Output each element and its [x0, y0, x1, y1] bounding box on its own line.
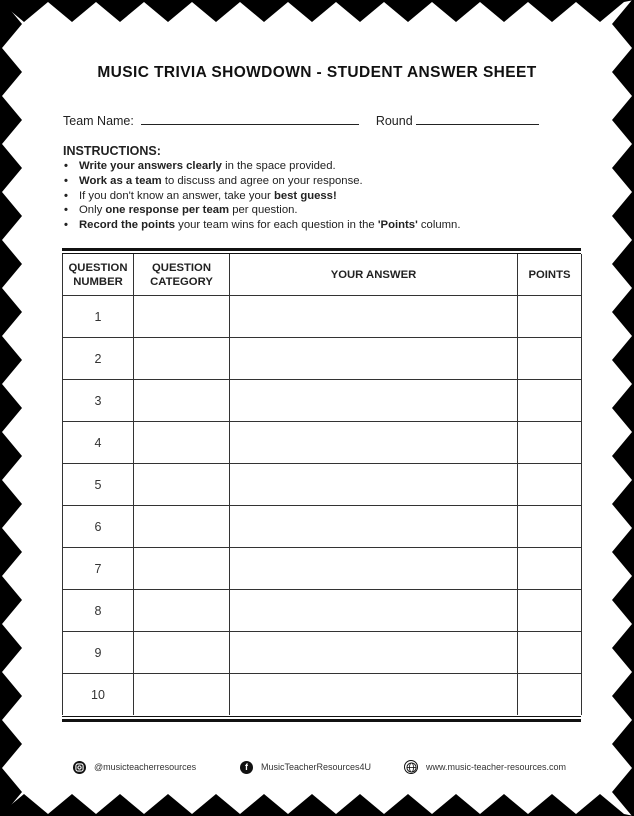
- header-points: POINTS: [518, 254, 582, 296]
- table-bottom-rule: [62, 719, 581, 722]
- question-category-cell[interactable]: [134, 338, 230, 380]
- team-info-row: [63, 112, 539, 128]
- answer-cell[interactable]: [230, 674, 518, 716]
- table-row: [63, 590, 582, 632]
- question-number-cell: 9: [63, 632, 134, 674]
- points-cell[interactable]: [518, 674, 582, 716]
- instruction-text: Only: [79, 204, 106, 217]
- question-category-cell[interactable]: [134, 296, 230, 338]
- facebook-icon: f: [240, 761, 253, 774]
- points-cell[interactable]: [518, 590, 582, 632]
- question-number-cell: 5: [63, 464, 134, 506]
- website-url: www.music-teacher-resources.com: [426, 762, 567, 772]
- question-category-cell[interactable]: [134, 464, 230, 506]
- instruction-item: [63, 203, 583, 218]
- question-number-cell: 3: [63, 380, 134, 422]
- question-category-cell[interactable]: [134, 590, 230, 632]
- answer-sheet: [24, 24, 610, 792]
- points-cell[interactable]: [518, 464, 582, 506]
- table-row: [63, 380, 582, 422]
- question-number-cell: 7: [63, 548, 134, 590]
- table-row: [63, 632, 582, 674]
- answer-cell[interactable]: [230, 548, 518, 590]
- points-cell[interactable]: [518, 338, 582, 380]
- instruction-text: 'Points': [377, 219, 418, 232]
- instruction-text: Record the points: [79, 219, 176, 232]
- instructions-list: [63, 159, 583, 233]
- instruction-item: [63, 189, 583, 204]
- points-cell[interactable]: [518, 422, 582, 464]
- table-row: [63, 296, 582, 338]
- footer-facebook[interactable]: [240, 757, 371, 777]
- page-title: MUSIC TRIVIA SHOWDOWN - STUDENT ANSWER SHEET: [97, 64, 537, 81]
- points-cell[interactable]: [518, 632, 582, 674]
- instruction-text: If you don't know an answer, take your: [79, 189, 274, 202]
- question-number-cell: 8: [63, 590, 134, 632]
- points-cell[interactable]: [518, 548, 582, 590]
- question-category-cell[interactable]: [134, 632, 230, 674]
- instruction-text: to discuss and agree on your response.: [161, 174, 363, 187]
- question-number-cell: 1: [63, 296, 134, 338]
- team-name-field[interactable]: [141, 112, 359, 125]
- instruction-item: [63, 218, 583, 233]
- question-category-cell[interactable]: [134, 548, 230, 590]
- team-name-label: Team Name:: [63, 114, 134, 128]
- answer-cell[interactable]: [230, 464, 518, 506]
- question-category-cell[interactable]: [134, 674, 230, 716]
- question-category-cell[interactable]: [134, 506, 230, 548]
- instruction-item: [63, 174, 583, 189]
- instagram-handle: @musicteacherresources: [94, 762, 197, 772]
- question-category-cell[interactable]: [134, 380, 230, 422]
- instruction-text: per question.: [229, 204, 298, 217]
- instruction-text: Work as a team: [79, 174, 162, 187]
- question-number-cell: 4: [63, 422, 134, 464]
- header-your-answer: YOUR ANSWER: [230, 254, 518, 296]
- instruction-item: [63, 159, 583, 174]
- instruction-text: column.: [417, 219, 461, 232]
- question-number-cell: 6: [63, 506, 134, 548]
- table-header-row: [63, 254, 582, 296]
- globe-icon: [404, 760, 418, 774]
- round-label: Round: [375, 114, 413, 128]
- answer-cell[interactable]: [230, 422, 518, 464]
- table-row: [63, 338, 582, 380]
- instagram-icon: [73, 761, 86, 774]
- question-number-cell: 2: [63, 338, 134, 380]
- answer-cell[interactable]: [230, 632, 518, 674]
- table-row: [63, 464, 582, 506]
- table-row: [63, 506, 582, 548]
- footer-instagram[interactable]: [73, 757, 196, 777]
- answer-cell[interactable]: [230, 338, 518, 380]
- points-cell[interactable]: [518, 506, 582, 548]
- footer-website[interactable]: [404, 757, 566, 777]
- table-bottom-rule-thin: [62, 716, 581, 717]
- question-number-cell: 10: [63, 674, 134, 716]
- instruction-text: your team wins for each question in the: [175, 219, 378, 232]
- instruction-text: best guess!: [273, 189, 337, 202]
- instruction-text: Write your answers clearly: [79, 160, 222, 172]
- answer-cell[interactable]: [230, 590, 518, 632]
- round-field[interactable]: [416, 112, 539, 125]
- table-row: [63, 674, 582, 716]
- header-question-number: QUESTION NUMBER: [63, 254, 134, 296]
- instruction-text: one response per team: [105, 204, 230, 217]
- instruction-text: in the space provided.: [221, 160, 336, 172]
- instructions: [63, 144, 583, 233]
- answer-cell[interactable]: [230, 296, 518, 338]
- points-cell[interactable]: [518, 296, 582, 338]
- table-row: [63, 548, 582, 590]
- table-top-rule: [62, 248, 581, 251]
- table-row: [63, 422, 582, 464]
- answer-table: [62, 254, 582, 715]
- facebook-handle: MusicTeacherResources4U: [261, 762, 372, 772]
- header-question-category: QUESTION CATEGORY: [134, 254, 230, 296]
- answer-cell[interactable]: [230, 380, 518, 422]
- question-category-cell[interactable]: [134, 422, 230, 464]
- answer-cell[interactable]: [230, 506, 518, 548]
- points-cell[interactable]: [518, 380, 582, 422]
- instructions-heading: INSTRUCTIONS:: [63, 144, 161, 158]
